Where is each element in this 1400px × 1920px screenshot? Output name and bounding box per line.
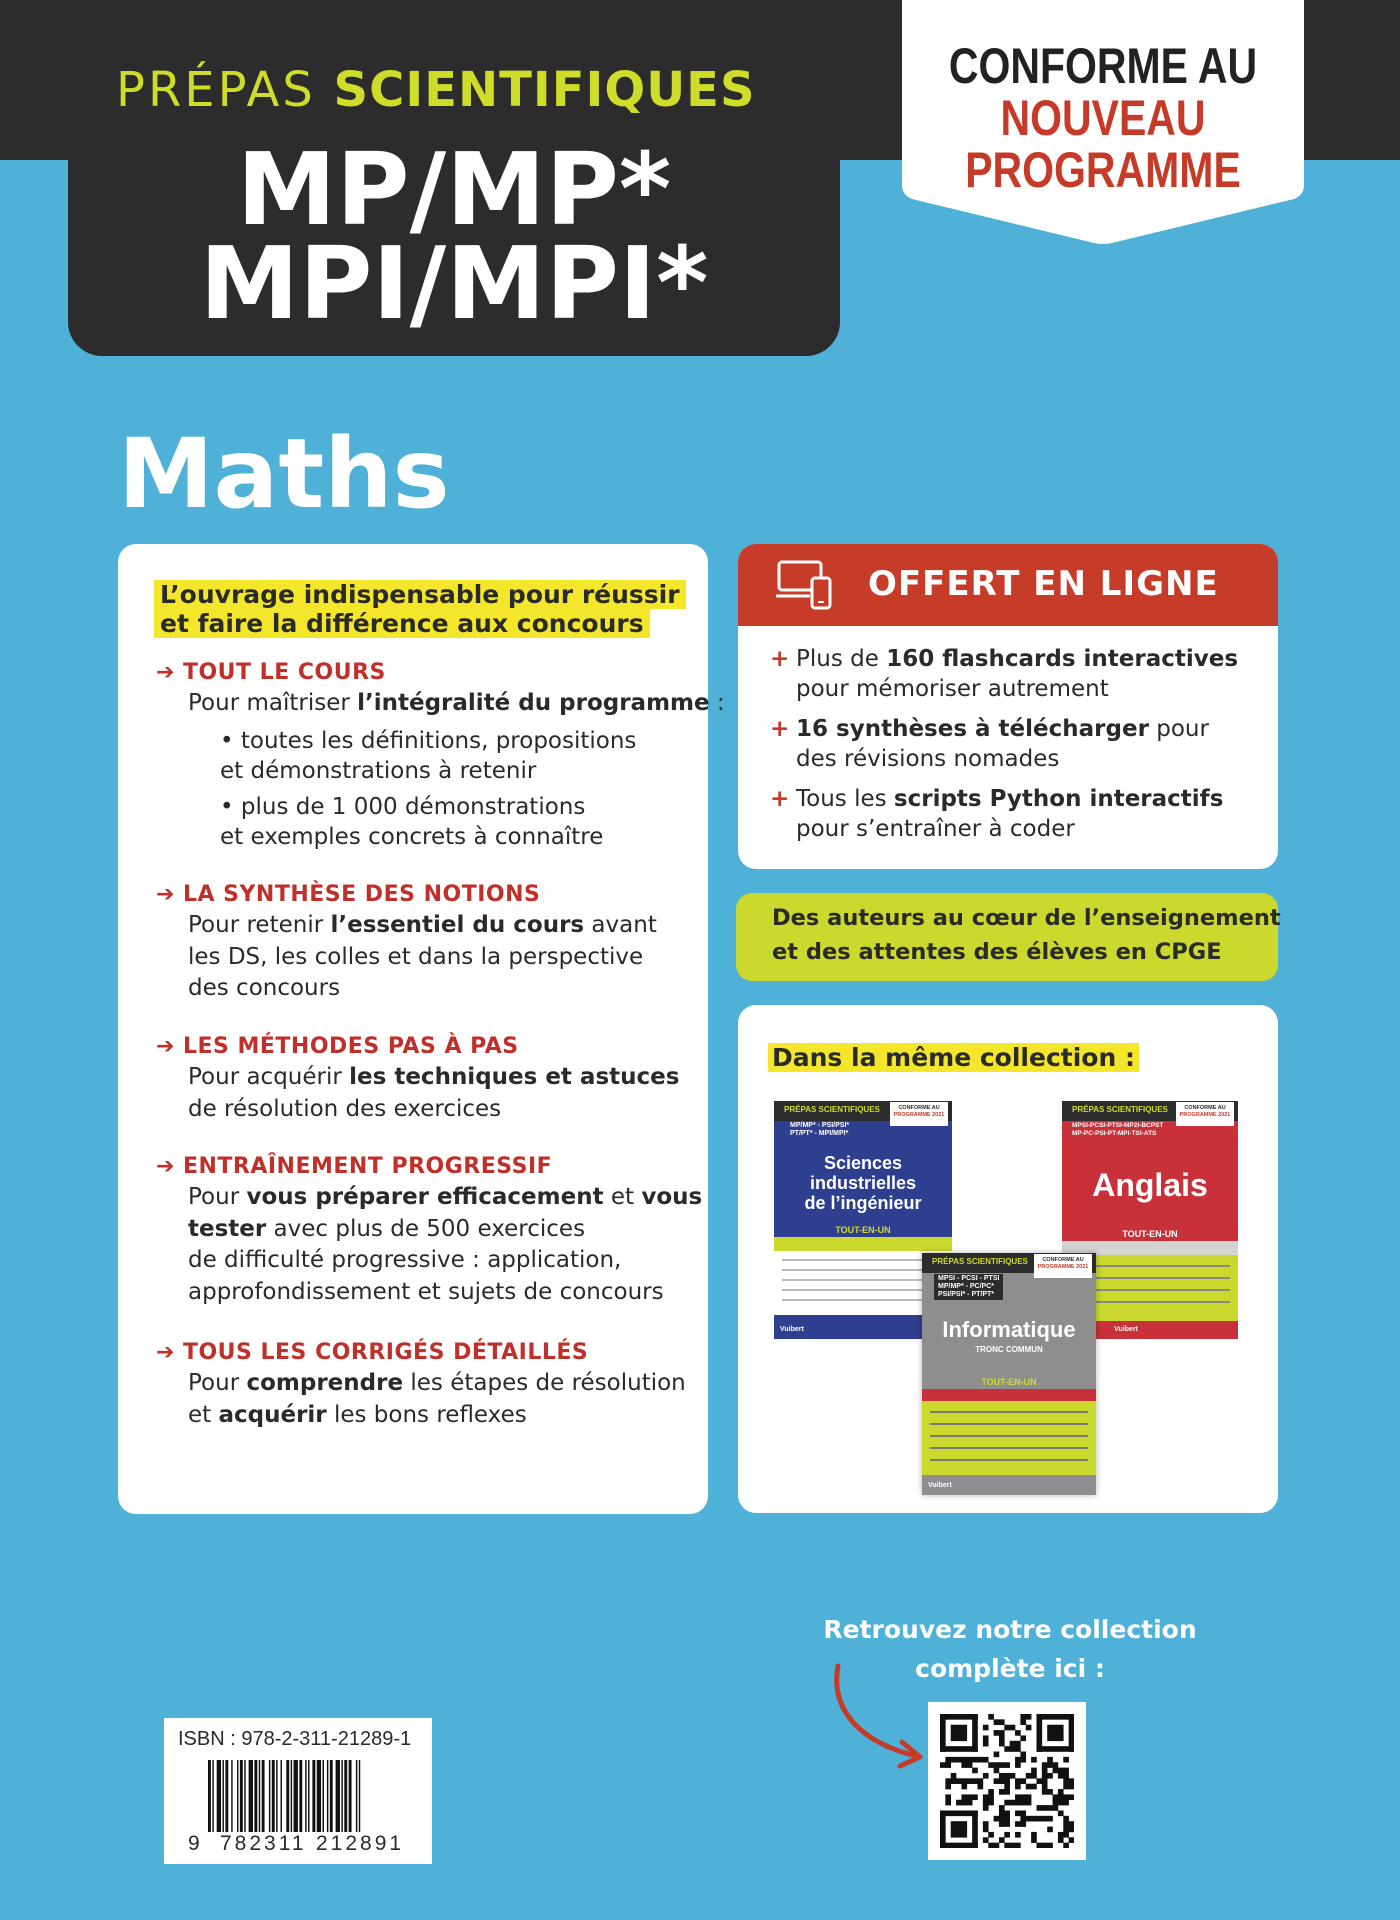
subject-title: Maths xyxy=(118,418,450,530)
offer-card xyxy=(738,544,1278,869)
section-body: Pour acquérir les techniques et astuces de résolution des exercices xyxy=(188,1064,680,1122)
collection-title: Dans la même collection : xyxy=(768,1043,1139,1073)
badge-line3: PROGRAMME xyxy=(965,142,1241,198)
book-cover-informatique: PRÉPAS SCIENTIFIQUES CONFORME AU PROGRAMME 2021 MPSI - PCSI - PTSI MP/MP* - PC/PC* PSI/PSI* - PT/PT* Informatique TRONC COMMUN TOUT-EN-UN Vuibert xyxy=(922,1253,1096,1495)
section-body: Pour retenir l’essentiel du cours avant les DS, les colles et dans la perspective des concours xyxy=(188,912,657,1001)
qr-code-icon xyxy=(940,1714,1074,1848)
list-item: + Tous les scripts Python interactifs pour s’entraîner à coder xyxy=(770,786,1224,842)
section-body: Pour comprendre les étapes de résolution et acquérir les bons reflexes xyxy=(188,1370,686,1428)
section-title: ➔ ENTRAÎNEMENT PROGRESSIF xyxy=(156,1154,553,1179)
badge-line1: CONFORME AU xyxy=(948,38,1258,94)
arrow-right-icon: ➔ xyxy=(156,660,175,685)
section-methodes xyxy=(156,1034,679,1125)
list-item: • toutes les définitions, propositions et démonstrations à retenir xyxy=(220,727,637,784)
section-cours xyxy=(156,660,725,852)
arrow-right-icon: ➔ xyxy=(156,1340,175,1365)
list-item: + 16 synthèses à télécharger pour des révisions nomades xyxy=(770,716,1209,772)
bullet-list xyxy=(220,726,725,852)
list-item: + Plus de 160 flashcards interactives pour mémoriser autrement xyxy=(770,646,1239,702)
list-item: • plus de 1 000 démonstrations et exemples concrets à connaître xyxy=(220,793,604,850)
features-card xyxy=(118,544,725,1514)
section-synthese xyxy=(156,882,657,1005)
brand-part1: PRÉPAS xyxy=(116,62,316,118)
plus-icon: + xyxy=(770,786,790,812)
section-body: Pour vous préparer efficacement et vous tester avec plus de 500 exercices de difficulté progressive : application, approfondissement et sujets de concours xyxy=(188,1184,703,1305)
offer-title: OFFERT EN LIGNE xyxy=(868,564,1219,604)
book-cover-anglais: PRÉPAS SCIENTIFIQUES CONFORME AU PROGRAMME 2021 MPSI-PCSI-PTSI-MP2I-BCPST MP-PC-PSI-PT-MPI-TSI-ATS Anglais TOUT-EN-UN Vuibert xyxy=(1062,1101,1238,1339)
header-box xyxy=(68,0,840,356)
level-line1: MP/MP* xyxy=(236,131,672,248)
authors-line1: Des auteurs au cœur de l’enseignement xyxy=(772,905,1281,931)
isbn-barcode: ISBN : 978-2-311-21289-1 9 782311 212891 xyxy=(164,1718,432,1864)
badge-line2: NOUVEAU xyxy=(1000,90,1206,146)
highlight-line2: et faire la différence aux concours xyxy=(154,609,650,638)
brand-part2: SCIENTIFIQUES xyxy=(333,62,756,118)
collection-card xyxy=(738,1005,1278,1513)
highlight-heading xyxy=(154,580,686,638)
conforme-badge xyxy=(902,0,1304,245)
section-corriges xyxy=(156,1340,686,1431)
authors-line2: et des attentes des élèves en CPGE xyxy=(772,939,1222,965)
barcode-icon xyxy=(208,1760,408,1832)
authors-banner xyxy=(736,893,1281,981)
devices-icon xyxy=(776,556,846,612)
highlight-line1: L’ouvrage indispensable pour réussir xyxy=(154,580,686,609)
book-cover-sciences: PRÉPAS SCIENTIFIQUES CONFORME AU PROGRAMME 2021 MP/MP* - PSI/PSI* PT/PT* - MPI/MPI* Sciences industrielles de l’ingénieur TOUT-EN-UN Vuibert xyxy=(774,1101,952,1339)
section-body: Pour maîtriser l’intégralité du programme : xyxy=(188,690,725,716)
section-title: ➔ LES MÉTHODES PAS À PAS xyxy=(156,1034,519,1059)
arrow-right-icon: ➔ xyxy=(156,1154,175,1179)
brand-title xyxy=(116,62,756,118)
section-title: ➔ TOUT LE COURS xyxy=(156,660,386,685)
section-title: ➔ LA SYNTHÈSE DES NOTIONS xyxy=(156,882,541,907)
arrow-right-icon: ➔ xyxy=(156,882,175,907)
callout-line2: complète ici : xyxy=(915,1654,1105,1683)
plus-icon: + xyxy=(770,646,790,672)
plus-icon: + xyxy=(770,716,790,742)
section-entrainement xyxy=(156,1154,702,1308)
badge-text xyxy=(938,40,1268,196)
level-line2: MPI/MPI* xyxy=(199,225,709,342)
offer-list xyxy=(770,644,1238,854)
isbn-label: ISBN : 978-2-311-21289-1 xyxy=(178,1728,412,1750)
arrow-right-icon: ➔ xyxy=(156,1034,175,1059)
offer-header xyxy=(738,544,1278,626)
section-title: ➔ TOUS LES CORRIGÉS DÉTAILLÉS xyxy=(156,1340,589,1365)
qr-code[interactable] xyxy=(928,1702,1086,1860)
curved-arrow-icon xyxy=(820,1660,940,1770)
callout-line1: Retrouvez notre collection xyxy=(823,1615,1197,1644)
